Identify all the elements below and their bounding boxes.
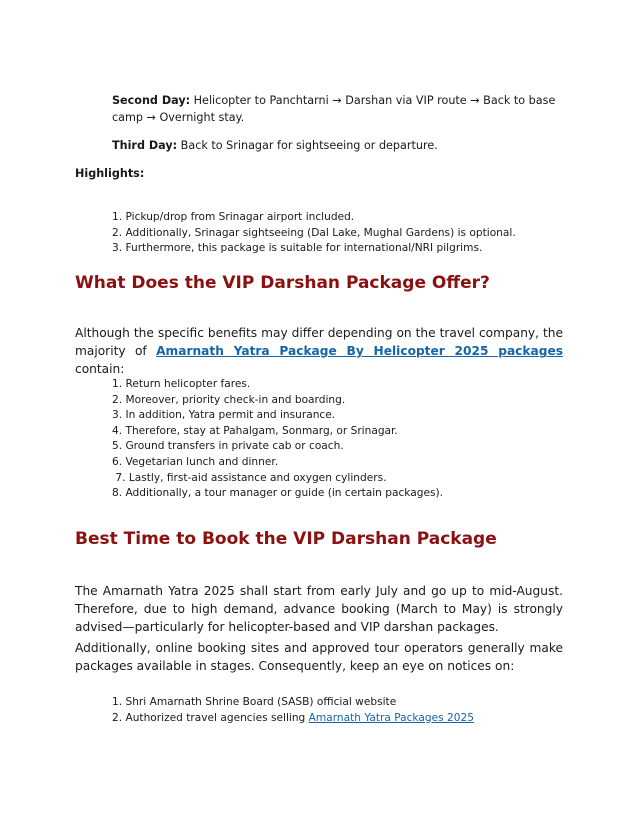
third-day-text: Back to Srinagar for sightseeing or departure. [177, 139, 438, 152]
list-item: 8. Additionally, a tour manager or guide (in certain packages). [112, 487, 443, 500]
third-day-label: Third Day: [112, 139, 178, 152]
notice-list [112, 695, 474, 726]
list-item: 1. Pickup/drop from Srinagar airport included. [112, 211, 355, 223]
section-heading-time: Best Time to Book the VIP Darshan Package [75, 529, 497, 549]
offer-intro-text: Although the specific benefits may differ depending on the travel company, the majority of [75, 326, 563, 359]
second-day-paragraph [112, 92, 572, 126]
list-item: 3. In addition, Yatra permit and insurance. [112, 409, 336, 422]
highlights-list [112, 210, 516, 257]
third-day-paragraph [112, 137, 572, 154]
offer-intro-paragraph [75, 324, 563, 379]
helicopter-package-link[interactable]: Amarnath Yatra Package By Helicopter 2025 packages [156, 344, 563, 359]
list-item: 5. Ground transfers in private cab or coach. [112, 440, 344, 453]
offer-intro-tail: contain: [75, 362, 125, 377]
list-item: 1. Shri Amarnath Shrine Board (SASB) official website [112, 696, 397, 708]
list-item: 2. Additionally, Srinagar sightseeing (Dal Lake, Mughal Gardens) is optional. [112, 226, 516, 239]
list-item: 3. Furthermore, this package is suitable for international/NRI pilgrims. [112, 242, 483, 255]
offer-list [112, 377, 443, 502]
list-item-text: 2. Authorized travel agencies selling [112, 711, 309, 724]
second-day-text: Helicopter to Panchtarni → Darshan via VIP route → Back to base camp → Overnight stay. [112, 94, 556, 124]
list-item: 4. Therefore, stay at Pahalgam, Sonmarg, or Srinagar. [112, 424, 398, 437]
list-item: 2. Moreover, priority check-in and boarding. [112, 393, 346, 406]
yatra-packages-link[interactable]: Amarnath Yatra Packages 2025 [308, 711, 474, 724]
second-day-label: Second Day: [112, 94, 191, 107]
section-heading-offer: What Does the VIP Darshan Package Offer? [75, 273, 490, 293]
list-item: 1. Return helicopter fares. [112, 378, 251, 390]
list-item [112, 711, 474, 727]
time-paragraph-1: The Amarnath Yatra 2025 shall start from early July and go up to mid-August. Therefore, due to high demand, advance booking (March to May) is strongly advised—particularly for helicopter-based and VIP darshan packages. [75, 584, 563, 635]
time-paragraph-2: Additionally, online booking sites and approved tour operators generally make packages available in stages. Consequently, keep an eye on notices on: [75, 641, 563, 674]
list-item: 7. Lastly, first-aid assistance and oxygen cylinders. [112, 471, 387, 484]
highlights-label: Highlights: [75, 167, 145, 180]
list-item: 6. Vegetarian lunch and dinner. [112, 455, 279, 468]
